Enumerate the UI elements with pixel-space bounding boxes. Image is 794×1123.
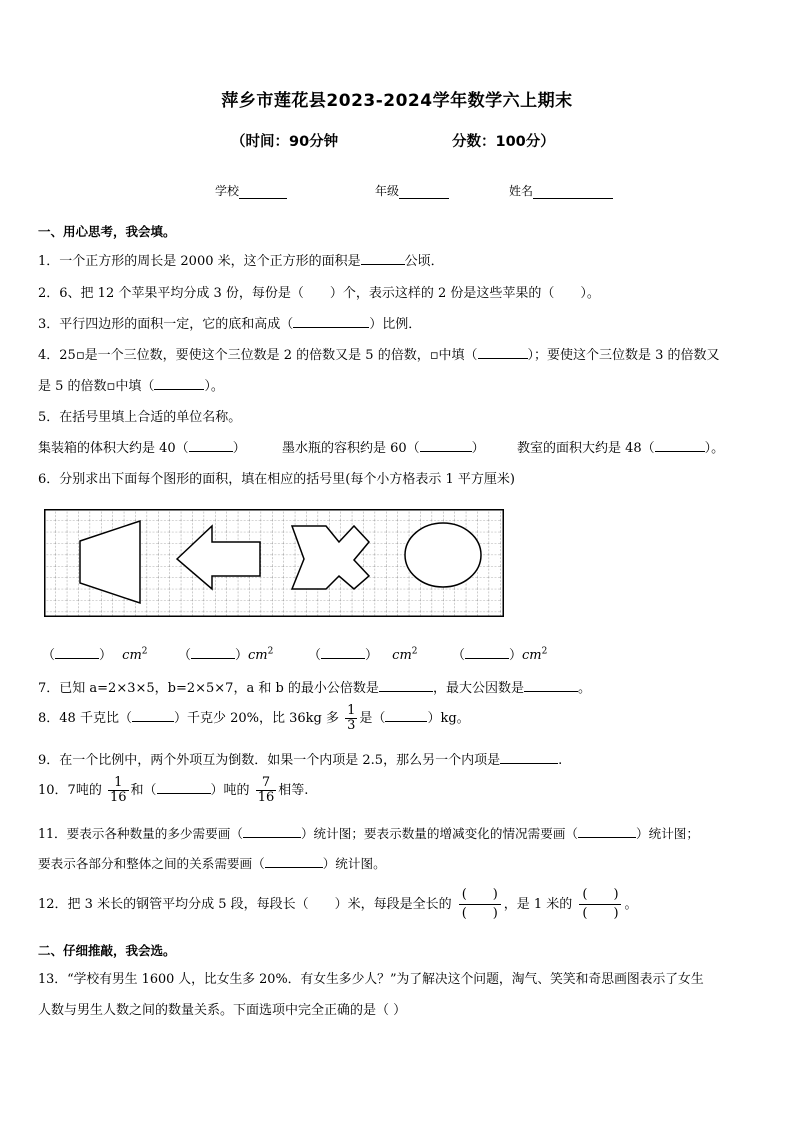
question-4-text: 4．25▫是一个三位数，要使这个三位数是 2 的倍数又是 5 的倍数，▫中填（ — [38, 348, 478, 363]
question-3-text: 3．平行四边形的面积一定，它的底和高成（ — [38, 317, 294, 332]
fraction-7-16 — [256, 776, 277, 805]
question-10-text-end: 相等. — [278, 783, 309, 798]
question-4 — [38, 344, 720, 363]
question-4-text-end: ）。 — [204, 379, 224, 394]
unit-exponent: 2 — [141, 646, 148, 657]
area-answer-1 — [42, 644, 148, 663]
q5-item-2-end: ） — [471, 441, 485, 456]
paren-open: （ — [308, 648, 322, 663]
question-11-text-end: ）统计图。 — [322, 856, 386, 871]
area-answer-3 — [308, 644, 418, 663]
unit-exponent: 2 — [267, 646, 274, 657]
question-11 — [38, 823, 699, 842]
page-title: 萍乡市莲花县2023-2024学年数学六上期末 — [221, 91, 573, 111]
answer-blank[interactable] — [321, 646, 365, 659]
question-4-cont — [38, 375, 224, 394]
shape-grid — [44, 509, 504, 617]
question-10-text-mid2: ）吨的 — [210, 783, 250, 798]
question-13: 13．“学校有男生 1600 人，比女生多 20%．有女生多少人？”为了解决这个问题，淘气、笑笑和奇思画图表示了女生 — [38, 972, 704, 987]
question-8-text-end: ）kg。 — [427, 711, 470, 726]
fraction-1-16 — [108, 776, 129, 805]
fraction-blank-2[interactable] — [579, 886, 621, 923]
question-11-text-mid: ）统计图；要表示数量的增减变化的情况需要画（ — [300, 826, 578, 841]
fraction-denominator: ( ) — [582, 906, 619, 921]
fraction-blank-1[interactable] — [459, 886, 501, 923]
answer-blank[interactable] — [379, 679, 433, 692]
unit-label: cm — [392, 648, 412, 663]
circle-shape — [405, 523, 481, 587]
question-1-text-end: 公顷． — [404, 254, 444, 269]
name-blank[interactable] — [533, 185, 613, 199]
question-10-text: 10．7吨的 — [38, 783, 102, 798]
question-12-text-end: 。 — [624, 897, 638, 912]
fraction-denominator: 3 — [347, 718, 356, 733]
answer-blank[interactable] — [154, 377, 204, 390]
area-answer-2 — [178, 644, 273, 663]
question-5: 5．在括号里填上合适的单位名称。 — [38, 410, 242, 425]
question-4-text-mid: ）；要使这个三位数是 3 的倍数又 — [527, 348, 720, 363]
answer-blank[interactable] — [655, 439, 705, 452]
school-blank[interactable] — [239, 185, 287, 199]
name-field — [509, 182, 613, 199]
exam-score: 分数：100分） — [452, 134, 555, 150]
question-9-text: 9．在一个比例中，两个外项互为倒数．如果一个内项是 2.5，那么另一个内项是 — [38, 753, 501, 768]
question-3-text-end: ）比例． — [369, 317, 422, 332]
shape-grid-figure — [44, 509, 504, 617]
fraction-denominator: 16 — [257, 790, 275, 805]
question-5-items — [38, 437, 724, 456]
paren-close: ） — [509, 648, 523, 663]
question-3 — [38, 313, 421, 332]
question-1 — [38, 250, 444, 269]
unit-exponent: 2 — [411, 646, 418, 657]
paren-open: （ — [452, 648, 466, 663]
question-4-text-cont: 是 5 的倍数▫中填（ — [38, 379, 155, 394]
question-9-text-end: . — [558, 753, 563, 768]
answer-blank[interactable] — [132, 709, 174, 722]
paren-close: ） — [99, 648, 113, 663]
question-8 — [38, 704, 470, 733]
answer-blank[interactable] — [361, 252, 405, 265]
answer-blank[interactable] — [500, 751, 558, 764]
grade-field — [375, 182, 449, 199]
question-6: 6．分别求出下面每个图形的面积，填在相应的括号里(每个小方格表示 1 平方厘米) — [38, 472, 515, 487]
question-12-text: 12．把 3 米长的钢管平均分成 5 段，每段长（ ）米，每段是全长的 — [38, 897, 452, 912]
section-2-heading: 二、仔细推敲，我会选。 — [38, 943, 176, 958]
question-7-text-mid: ，最大公因数是 — [432, 681, 524, 696]
answer-blank[interactable] — [55, 646, 99, 659]
answer-blank[interactable] — [157, 781, 211, 794]
fraction-numerator: ( ) — [459, 886, 501, 905]
answer-blank[interactable] — [478, 346, 528, 359]
section-1-heading: 一、用心思考，我会填。 — [38, 224, 176, 239]
grade-blank[interactable] — [399, 185, 449, 199]
unit-label: cm — [522, 648, 542, 663]
unit-label: cm — [248, 648, 268, 663]
answer-blank[interactable] — [524, 679, 578, 692]
answer-blank[interactable] — [465, 646, 509, 659]
question-11-text-cont: 要表示各部分和整体之间的关系需要画（ — [38, 856, 265, 871]
fraction-numerator: 1 — [108, 776, 129, 791]
paren-close: ） — [365, 648, 379, 663]
question-8-text-mid2: 是（ — [359, 711, 386, 726]
answer-blank[interactable] — [420, 439, 472, 452]
question-13-cont: 人数与男生人数之间的数量关系。下面选项中完全正确的是（ ） — [38, 1003, 407, 1018]
question-12-text-mid: ，是 1 米的 — [503, 897, 573, 912]
unit-label: cm — [122, 648, 142, 663]
question-7 — [38, 677, 591, 696]
question-11-text: 11．要表示各种数量的多少需要画（ — [38, 826, 243, 841]
unit-exponent: 2 — [541, 646, 548, 657]
q5-item-1-end: ） — [232, 441, 246, 456]
question-7-text-end: 。 — [577, 681, 591, 696]
q5-item-3-end: ）。 — [704, 441, 725, 456]
question-11-cont — [38, 853, 386, 872]
question-2: 2．6、把 12 个苹果平均分成 3 份，每份是（ ）个，表示这样的 2 份是这些苹果的（ ）。 — [38, 286, 600, 301]
answer-blank[interactable] — [293, 315, 369, 328]
question-7-text: 7．已知 a=2×3×5，b=2×5×7，a 和 b 的最小公倍数是 — [38, 681, 379, 696]
question-11-text-mid2: ）统计图； — [636, 826, 699, 841]
question-10-text-mid: 和（ — [130, 783, 157, 798]
q5-item-2: 墨水瓶的容积约是 60（ — [281, 441, 420, 456]
paren-open: （ — [178, 648, 192, 663]
paren-close: ） — [235, 648, 249, 663]
answer-blank[interactable] — [385, 709, 427, 722]
answer-blank[interactable] — [265, 855, 323, 868]
fraction-denominator: 16 — [109, 790, 127, 805]
q5-item-3: 教室的面积大约是 48（ — [516, 441, 655, 456]
question-8-text: 8．48 千克比（ — [38, 711, 132, 726]
exam-time: （时间：90分钟 — [231, 134, 339, 150]
school-label: 学校 — [215, 184, 240, 198]
name-label: 姓名 — [509, 184, 534, 198]
paren-open: （ — [42, 648, 56, 663]
school-field — [215, 182, 287, 199]
fraction-numerator: 1 — [347, 703, 356, 718]
q5-item-1: 集装箱的体积大约是 40（ — [38, 441, 189, 456]
answer-blank[interactable] — [189, 439, 233, 452]
answer-blank[interactable] — [243, 825, 301, 838]
question-10 — [38, 776, 308, 805]
question-9 — [38, 749, 562, 768]
question-12 — [38, 886, 637, 923]
answer-blank[interactable] — [191, 646, 235, 659]
question-1-text: 1．一个正方形的周长是 2000 米，这个正方形的面积是 — [38, 254, 361, 269]
fraction-numerator: 7 — [256, 776, 277, 791]
grade-label: 年级 — [375, 184, 400, 198]
question-8-text-mid: ）千克少 20%，比 36kg 多 — [173, 711, 339, 726]
fraction-numerator: ( ) — [579, 886, 621, 905]
area-answer-4 — [452, 644, 547, 663]
fraction-one-third — [345, 704, 357, 733]
fraction-denominator: ( ) — [461, 906, 498, 921]
answer-blank[interactable] — [578, 825, 636, 838]
